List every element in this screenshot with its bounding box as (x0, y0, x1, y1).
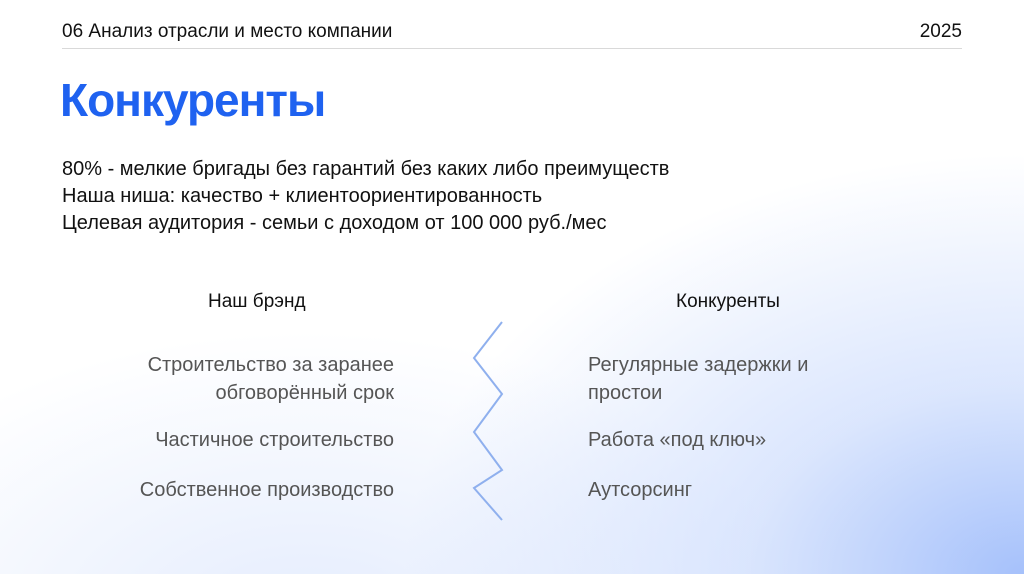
left-item-line: обговорённый срок (215, 382, 394, 404)
slide-header (62, 20, 962, 49)
intro-line: Целевая аудитория - семьи с доходом от 100 000 руб./мес (62, 212, 607, 234)
right-item (588, 351, 808, 407)
intro-line: Наша ниша: качество + клиентоориентированность (62, 185, 543, 207)
intro-text (62, 156, 669, 237)
right-item (588, 476, 692, 504)
right-item-line: простои (588, 382, 663, 404)
intro-line: 80% - мелкие бригады без гарантий без каких либо преимуществ (62, 158, 670, 180)
left-item (148, 351, 394, 407)
left-item (155, 426, 394, 454)
left-item (140, 476, 394, 504)
left-item-line: Собственное производство (139, 479, 394, 501)
competitors-heading: Конкуренты (676, 291, 780, 312)
zigzag-divider (468, 318, 508, 524)
right-item-line: Аутсорсинг (588, 479, 693, 501)
left-item-line: Частичное строительство (155, 429, 394, 451)
right-item (588, 426, 766, 454)
our-brand-heading: Наш брэнд (208, 291, 306, 312)
right-item-line: Регулярные задержки и (588, 354, 809, 376)
section-label: 06 Анализ отрасли и место компании (62, 21, 393, 42)
right-item-line: Работа «под ключ» (588, 429, 767, 451)
year-label: 2025 (919, 21, 962, 42)
page-title: Конкуренты (60, 74, 326, 126)
left-item-line: Строительство за заранее (147, 354, 394, 376)
